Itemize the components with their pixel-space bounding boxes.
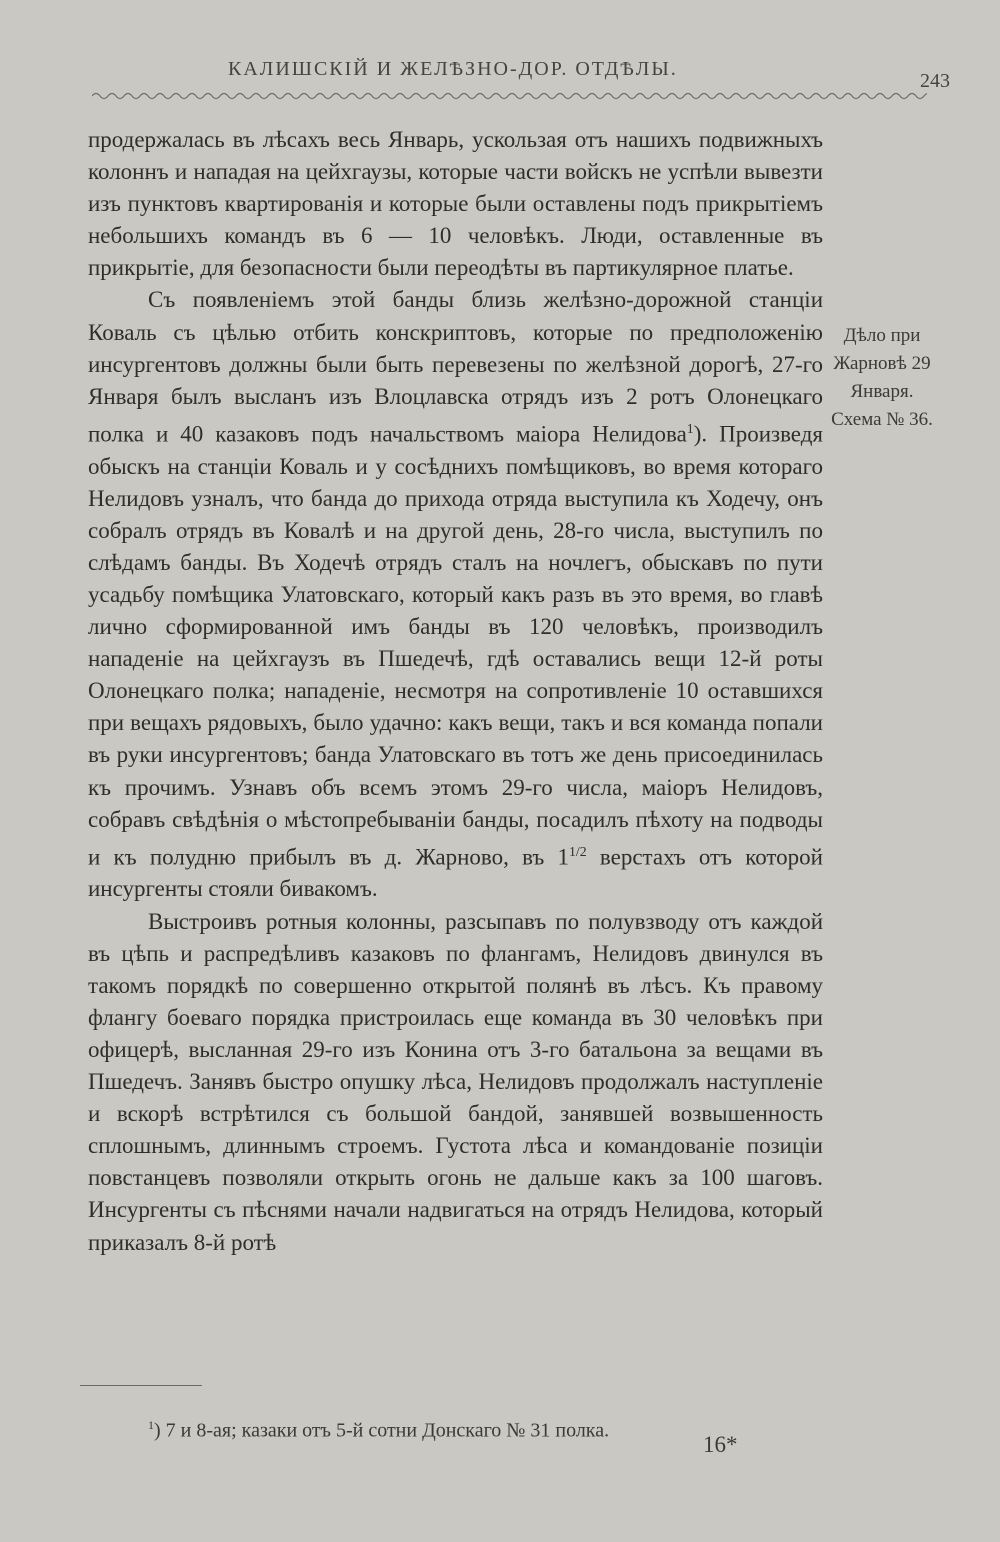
footnote-marker: 1 xyxy=(148,1418,154,1432)
margin-note xyxy=(826,322,938,434)
paragraph-2-part-a: Съ появленіемъ этой банды близь желѣзно-дорожной станціи Коваль съ цѣлью отбить конскриптовъ, которые по предположенію инсургентовъ должны были быть перевезены по желѣзной дорогѣ, 27-го Января былъ высланъ изъ Влоцлавска отрядъ изъ 2 ротъ Олонецкаго полка и 40 казаковъ подъ начальствомъ маіора Нелидова xyxy=(88,287,823,447)
paragraph-2 xyxy=(88,284,823,905)
page-number: 243 xyxy=(920,70,950,92)
margin-note-line: Жарновѣ 29 xyxy=(833,353,931,374)
running-header: КАЛИШСКІЙ И ЖЕЛѢЗНО-ДОР. ОТДѢЛЫ. xyxy=(228,58,678,80)
footnote xyxy=(148,1418,609,1443)
header-wavy-rule xyxy=(92,90,927,102)
margin-note-line: Схема № 36. xyxy=(831,409,933,430)
paragraph-2-part-b: ). Произведя обыскъ на станціи Коваль и у сосѣднихъ помѣщиковъ, во время котораго Нелидовъ узналъ, что банда до прихода отряда выступила къ Ходечу, онъ собралъ отрядъ въ Ковалѣ и на другой день, 28-го числа, выступилъ по слѣдамъ банды. Въ Ходечѣ отрядъ сталъ на ночлегъ, обыскавъ по пути усадьбу помѣщика Улатовскаго, который какъ разъ въ это время, во главѣ лично сформированной имъ банды въ 120 человѣкъ, производилъ нападеніе на цейхгаузъ въ Пшедечѣ, гдѣ оставались вещи 12-й роты Олонецкаго полка; нападеніе, несмотря на сопротивленіе 10 оставшихся при вещахъ рядовыхъ, было удачно: какъ вещи, такъ и вся команда попали въ руки инсургентовъ; банда Улатовскаго въ тотъ же день присоединилась къ прочимъ. Узнавъ объ всемъ этомъ 29-го числа, маіоръ Нелидовъ, собравъ свѣдѣнія о мѣстопребываніи банды, посадилъ пѣхоту на подводы и къ полудню прибылъ въ д. Жарново, въ 1 xyxy=(88,421,823,870)
footnote-reference: 1 xyxy=(686,420,694,436)
fraction-value: 1/2 xyxy=(569,843,587,859)
paragraph-1: продержалась въ лѣсахъ весь Январь, ускользая отъ нашихъ подвижныхъ колоннъ и нападая на цейхгаузы, которые части войскъ не успѣли вывезти изъ пунктовъ квартированія и которые были оставлены подъ прикрытіемъ небольшихъ командъ въ 6 — 10 человѣкъ. Люди, оставленные въ прикрытіе, для безопасности были переодѣты въ партикулярное платье. xyxy=(88,127,823,281)
paragraph-3: Выстроивъ ротныя колонны, разсыпавъ по полувзводу отъ каждой въ цѣпь и распредѣливъ казаковъ по флангамъ, Нелидовъ двинулся въ такомъ порядкѣ по совершенно открытой полянѣ въ лѣсъ. Къ правому флангу боеваго порядка пристроилась еще команда въ 30 человѣкъ при офицерѣ, высланная 29-го изъ Конина отъ 3-го батальона за вещами въ Пшедечъ. Занявъ быстро опушку лѣса, Нелидовъ продолжалъ наступленіе и вскорѣ встрѣтился съ большой бандой, занявшей возвышенность сплошнымъ, длиннымъ строемъ. Густота лѣса и командованіе позиціи повстанцевъ позволяли открыть огонь не дальше какъ за 100 шаговъ. Инсургенты съ пѣснями начали надвигаться на отрядъ Нелидова, который приказалъ 8-й ротѣ xyxy=(88,908,823,1255)
margin-note-line: Дѣло при xyxy=(843,325,921,346)
signature-mark: 16* xyxy=(703,1432,738,1457)
footnote-text: ) 7 и 8-ая; казаки отъ 5-й сотни Донскаго № 31 полка. xyxy=(154,1419,610,1442)
body-text xyxy=(88,124,823,1259)
margin-note-line: Января. xyxy=(850,381,914,402)
footnote-divider xyxy=(80,1385,202,1386)
paragraph-2-part-c: верстахъ отъ которой инсургенты стояли бивакомъ. xyxy=(88,844,823,902)
